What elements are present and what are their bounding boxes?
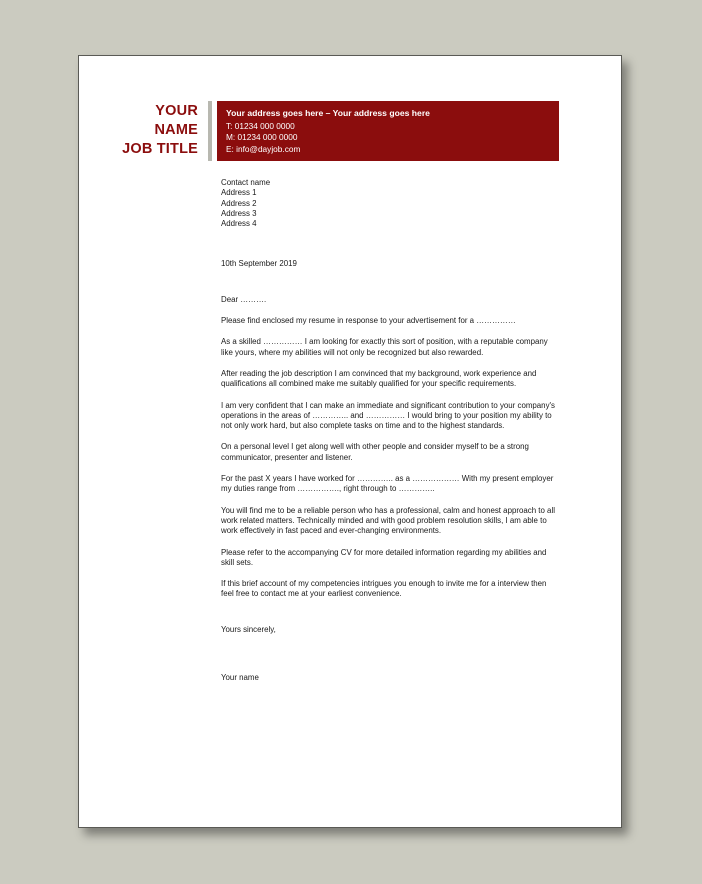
body-paragraph: I am very confident that I can make an immediate and significant contribution to your company's operations in the areas of ………….. and …………… I would bring to your position my ability to not only work hard, but also complete tasks on time and to the highest standards. [221, 400, 555, 431]
spacer [221, 495, 556, 506]
recipient-line: Address 2 [221, 198, 257, 208]
contact-email: E: info@dayjob.com [226, 143, 301, 154]
body-paragraph: Please refer to the accompanying CV for more detailed information regarding my abilities and skill sets. [221, 547, 547, 567]
name-line-1: YOUR [155, 103, 198, 119]
signature-space [221, 635, 556, 673]
letter-body [221, 178, 556, 683]
recipient-line: Address 3 [221, 208, 257, 218]
contact-address: Your address goes here – Your address goes here [226, 108, 430, 118]
spacer [221, 568, 556, 579]
body-paragraph: On a personal level I get along well with other people and consider myself to be a strong communicator, presenter and listener. [221, 442, 529, 462]
body-paragraph: Please find enclosed my resume in response to your advertisement for a …………… [221, 316, 516, 326]
spacer [221, 537, 556, 548]
recipient-address-block [221, 178, 556, 229]
body-paragraph: After reading the job description I am convinced that my background, work experience and qualifications all combined make me suitably qualified for your specific requirements. [221, 368, 537, 389]
spacer [221, 326, 556, 337]
body-paragraph: As a skilled …………… I am looking for exactly this sort of position, with a reputable company like yours, where my abilities will not only be recognized but also rewarded. [221, 337, 548, 357]
body-paragraph: If this brief account of my competencies intrigues you enough to invite me for a interview then feel free to contact me at your earliest convenience. [221, 579, 547, 599]
spacer [221, 305, 556, 316]
vertical-separator-bar [208, 101, 212, 161]
salutation: Dear ………. [221, 294, 267, 304]
name-line-2: NAME [154, 122, 198, 138]
spacer [221, 600, 556, 625]
spacer [221, 390, 556, 401]
recipient-line: Address 4 [221, 219, 257, 229]
signature-name: Your name [221, 673, 259, 683]
body-paragraph: For the past X years I have worked for ………….. as a ……………… With my present employer my duties range from ……………., right through to ………….. [221, 474, 554, 494]
job-title-line: JOB TITLE [122, 141, 198, 157]
letter-date: 10th September 2019 [221, 259, 297, 269]
recipient-line: Contact name [221, 178, 271, 187]
name-job-title-block [79, 101, 208, 161]
spacer [221, 431, 556, 442]
contact-telephone: T: 01234 000 0000 [226, 120, 295, 131]
closing-salutation: Yours sincerely, [221, 624, 276, 634]
spacer [221, 358, 556, 369]
recipient-line: Address 1 [221, 188, 257, 198]
letter-page [78, 55, 622, 828]
spacer [221, 229, 556, 259]
contact-mobile: M: 01234 000 0000 [226, 132, 298, 143]
contact-details-bar [217, 101, 559, 161]
spacer [221, 463, 556, 474]
body-paragraph: You will find me to be a reliable person who has a professional, calm and honest approach to all work related matters. Technically minded and with good problem resolution skills, I am able to work effectively in fast paced and ever-changing environments. [221, 505, 555, 536]
letterhead [79, 101, 621, 161]
spacer [221, 270, 556, 295]
